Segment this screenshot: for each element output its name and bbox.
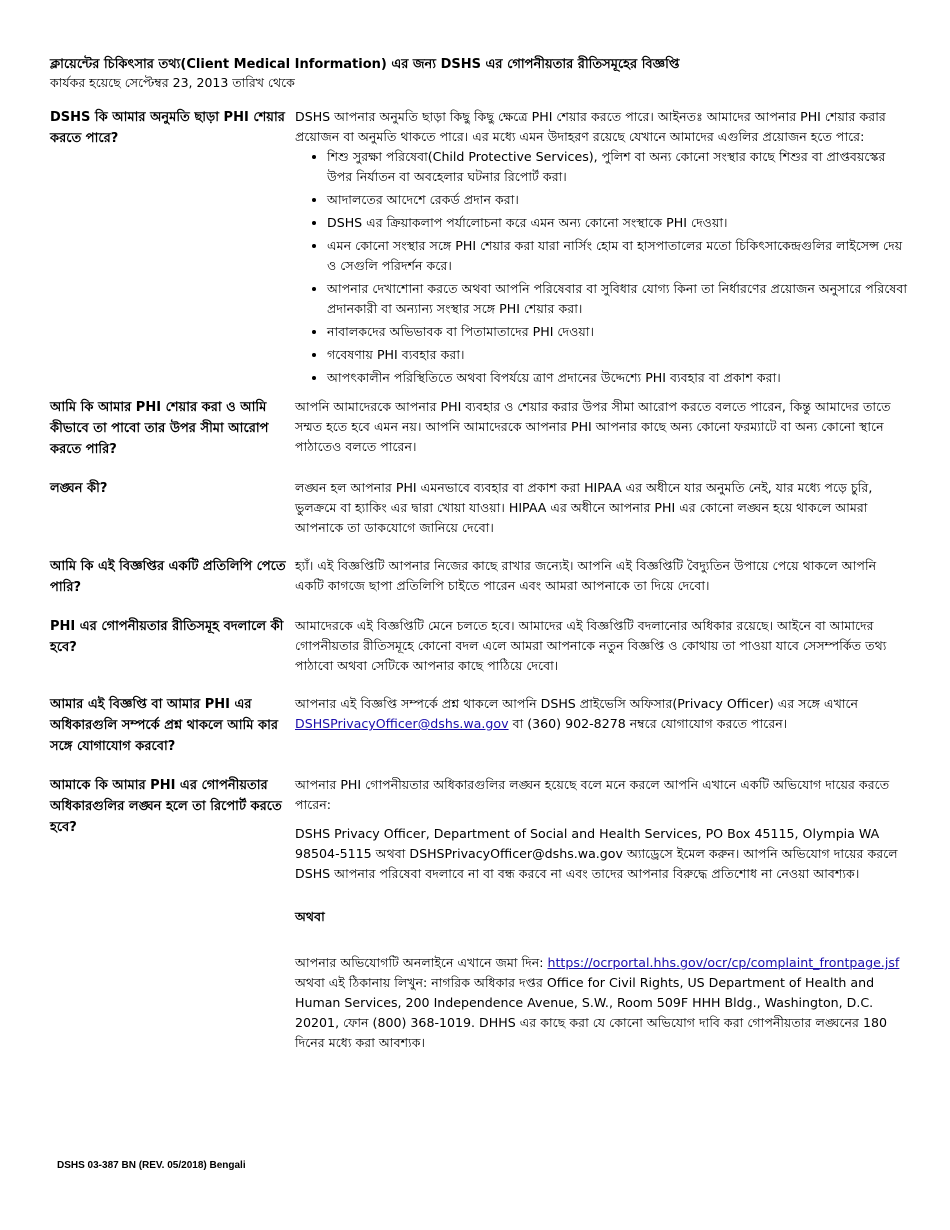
answer-copy	[295, 556, 907, 598]
answer-limit-text: আপনি আমাদেরকে আপনার PHI ব্যবহার ও শেয়ার করার উপর সীমা আরোপ করতে বলতে পারেন, কিন্তু আমাদের তাতে সম্মত হতে হবে এমন নয়। আপনি আমাদেরকে আপনার PHI আপনার কাছে অন্য কোনো ফরম্যাটে বা অন্য কোনো স্থানে পাঠাতেও বলতে পারেন।	[295, 399, 891, 454]
contact-text-pre: আপনার এই বিজ্ঞপ্তি সম্পর্কে প্রশ্ন থাকলে আপনি DSHS প্রাইভেসি অফিসার(Privacy Officer) এর সঙ্গে এখানে	[295, 696, 859, 711]
section-share	[50, 107, 908, 391]
list-item: • গবেষণায় PHI ব্যবহার করা।	[327, 345, 907, 365]
question-change: PHI এর গোপনীয়তার রীতিসমূহ বদলালে কী হবে?	[50, 619, 284, 655]
list-item: • নাবালকদের অভিভাবক বা পিতামাতাদের PHI দেওয়া।	[327, 322, 907, 342]
report-online-pre: আপনার অভিযোগটি অনলাইনে এখানে জমা দিন:	[295, 955, 548, 970]
answer-breach	[295, 478, 907, 538]
question-report: আমাকে কি আমার PHI এর গোপনীয়তার অধিকারগুলির লঙ্ঘন হলে তা রিপোর্ট করতে হবে?	[50, 778, 282, 835]
section-breach	[50, 478, 902, 538]
question-limit: আমি কি আমার PHI শেয়ার করা ও আমি কীভাবে তা পাবো তার উপর সীমা আরোপ করতে পারি?	[50, 400, 269, 457]
document-page	[50, 56, 908, 1053]
privacy-officer-email-link[interactable]: DSHSPrivacyOfficer@dshs.wa.gov	[295, 716, 509, 731]
answer-contact	[295, 694, 907, 757]
answer-limit	[295, 397, 907, 460]
question-breach: লঙ্ঘন কী?	[50, 481, 108, 496]
form-footer-id: DSHS 03-387 BN (REV. 05/2018) Bengali	[57, 1160, 246, 1171]
question-copy: আমি কি এই বিজ্ঞপ্তির একটি প্রতিলিপি পেতে পারি?	[50, 559, 286, 595]
answer-breach-text: লঙ্ঘন হল আপনার PHI এমনভাবে ব্যবহার বা প্রকাশ করা HIPAA এর অধীনে যার অনুমতি নেই, যার মধ্যে পড়ে চুরি, ভুলক্রমে বা হ্যাকিং এর দ্বারা খোয়া যাওয়া। HIPAA এর অধীনে আপনার PHI এর কোনো লঙ্ঘন হয়ে থাকলে আমরা আপনাকে তা ডাকযোগে জানিয়ে দেবো।	[295, 480, 873, 535]
answer-contact-text	[295, 694, 907, 734]
ocr-complaint-link[interactable]: https://ocrportal.hhs.gov/ocr/cp/complaint_frontpage.jsf	[547, 955, 900, 970]
list-item: • আপনার দেখাশোনা করতে অথবা আপনি পরিষেবার বা সুবিধার যোগ্য কিনা তা নির্ধারণের প্রয়োজন অনুসারে পরিষেবা প্রদানকারী বা অন্যান্য সংস্থার সঙ্গে PHI শেয়ার করা।	[327, 279, 907, 319]
contact-text-post: বা (360) 902-8278 নম্বরে যোগাযোগ করতে পারেন।	[508, 716, 788, 731]
share-examples-list	[295, 147, 907, 388]
report-online	[295, 953, 907, 1053]
page-title: ক্লায়েন্টের চিকিৎসার তথ্য(Client Medical Information) এর জন্য DSHS এর গোপনীয়তার রীতিসমূহের বিজ্ঞপ্তি	[50, 57, 680, 72]
list-item: • শিশু সুরক্ষা পরিষেবা(Child Protective Services), পুলিশ বা অন্য কোনো সংস্থার কাছে শিশুর বা প্রাপ্তবয়স্কের উপর নির্যাতন বা অবহেলার ঘটনার রিপোর্ট করা।	[327, 147, 907, 187]
report-online-post: অথবা এই ঠিকানায় লিখুন: নাগরিক অধিকার দপ্তর Office for Civil Rights, US Department of Health and Human Services, 200 Independence Avenue, S.W., Room 509F HHH Bldg., Washington, D.C. 20201, ফোন (800) 368-1019. DHHS এর কাছে করা যে কোনো অভিযোগ দাবি করা গোপনীয়তার লঙ্ঘনের 180 দিনের মধ্যে করা আবশ্যক।	[295, 975, 887, 1050]
answer-change-text: আমাদেরকে এই বিজ্ঞপ্তিটি মেনে চলতে হবে। আমাদের এই বিজ্ঞপ্তিটি বদলানোর অধিকার রয়েছে। আইনে বা আমাদের গোপনীয়তার রীতিসমূহে কোনো বদল এলে আমরা আপনাকে নতুন বিজ্ঞপ্তি ও কোথায় তা পাওয়া যাবে সেসম্পর্কিত তথ্য পাঠাবো অথবা সেটিকে আপনার কাছে পাঠিয়ে দেবো।	[295, 618, 887, 673]
question-share: DSHS কি আমার অনুমতি ছাড়া PHI শেয়ার করতে পারে?	[50, 110, 285, 146]
answer-share	[295, 107, 907, 391]
section-limit	[50, 397, 902, 460]
list-item: • এমন কোনো সংস্থার সঙ্গে PHI শেয়ার করা যারা নার্সিং হোম বা হাসপাতালের মতো চিকিৎসাকেন্দ্রগুলির লাইসেন্স দেয় ও সেগুলি পরিদর্শন করে।	[327, 236, 907, 276]
answer-share-intro: DSHS আপনার অনুমতি ছাড়া কিছু কিছু ক্ষেত্রে PHI শেয়ার করতে পারে। আইনতঃ আমাদের আপনার PHI শেয়ার করার প্রয়োজন বা অনুমতি থাকতে পারে। এর মধ্যে এমন উদাহরণ রয়েছে যেখানে আমাদের এগুলির প্রয়োজন হতে পারে:	[295, 109, 886, 144]
report-dshs-address: DSHS Privacy Officer, Department of Social and Health Services, PO Box 45115, Olympia WA 98504-5115 অথবা DSHSPrivacyOfficer@dshs.wa.gov অ্যাড্রেসে ইমেল করুন। আপনি অভিযোগ দায়ের করলে DSHS আপনার পরিষেবা বদলাবে না বা বন্ধ করবে না এবং তাদের আপনার বিরুদ্ধে প্রতিশোধ না নেওয়া আবশ্যক।	[295, 826, 898, 881]
question-contact: আমার এই বিজ্ঞপ্তি বা আমার PHI এর অধিকারগুলি সম্পর্কে প্রশ্ন থাকলে আমি কার সঙ্গে যোগাযোগ করবো?	[50, 697, 279, 754]
section-report	[50, 775, 902, 1053]
report-intro: আপনার PHI গোপনীয়তার অধিকারগুলির লঙ্ঘন হয়েছে বলে মনে করলে আপনি এখানে একটি অভিযোগ দায়ের করতে পারেন:	[295, 777, 890, 812]
section-change	[50, 616, 902, 676]
effective-date: কার্যকর হয়েছে সেপ্টেম্বর 23, 2013 তারিখ থেকে	[50, 75, 295, 90]
answer-report	[295, 775, 907, 1053]
list-item: • আপৎকালীন পরিস্থিতিতে অথবা বিপর্যয়ে ত্রাণ প্রদানের উদ্দেশ্যে PHI ব্যবহার বা প্রকাশ করা।	[327, 368, 907, 388]
section-contact	[50, 694, 902, 757]
list-item: • আদালতের আদেশে রেকর্ড প্রদান করা।	[327, 190, 907, 210]
report-or: অথবা	[295, 909, 325, 924]
list-item: • DSHS এর ক্রিয়াকলাপ পর্যালোচনা করে এমন অন্য কোনো সংস্থাকে PHI দেওয়া।	[327, 213, 907, 233]
answer-change	[295, 616, 907, 676]
answer-copy-text: হ্যাঁ। এই বিজ্ঞপ্তিটি আপনার নিজের কাছে রাখার জন্যেই। আপনি এই বিজ্ঞপ্তিটি বৈদ্যুতিন উপায়ে পেয়ে থাকলে আপনি একটি কাগজে ছাপা প্রতিলিপি চাইতে পারেন এবং আমরা আপনাকে তা দিয়ে দেবো।	[295, 558, 877, 593]
section-copy	[50, 556, 902, 598]
